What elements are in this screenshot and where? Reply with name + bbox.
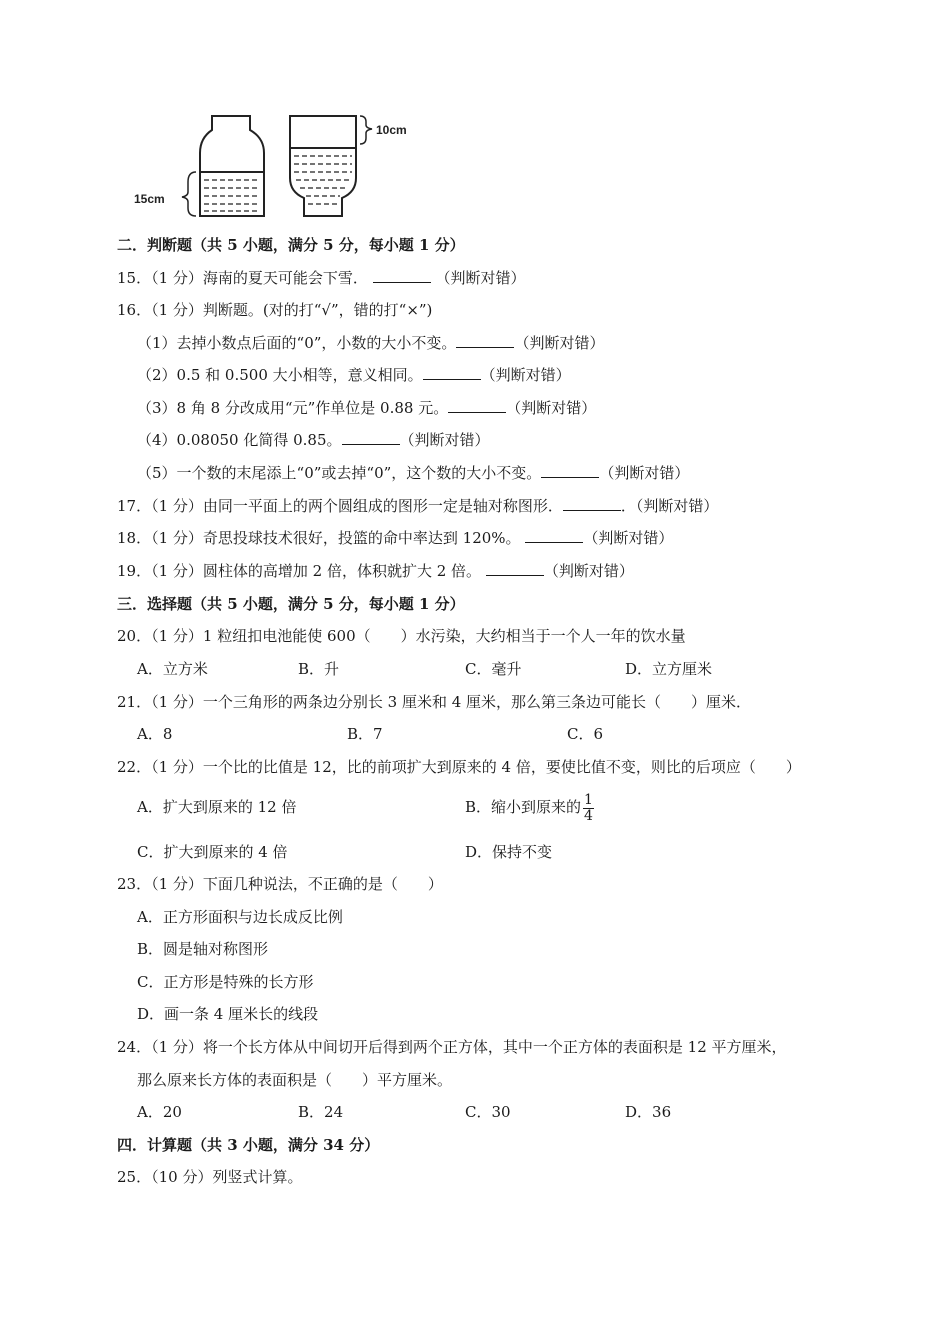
- q22-option-a[interactable]: A．扩大到原来的 12 倍: [137, 798, 297, 816]
- q20-option-d[interactable]: D．立方厘米: [625, 660, 713, 678]
- question-16-item: [137, 463, 689, 483]
- q20-option-b[interactable]: B．升: [298, 660, 340, 678]
- question-16-item: [137, 365, 571, 385]
- question-16-item-tail: （判断对错）: [399, 431, 490, 449]
- question-16-item-text: （2）0.5 和 0.500 大小相等，意义相同。: [137, 366, 423, 384]
- question-15-stem: 15．（1 分）海南的夏天可能会下雪．: [117, 269, 368, 287]
- q20-option-c[interactable]: C．毫升: [465, 660, 522, 678]
- question-15: [117, 268, 525, 288]
- question-16-item-text: （4）0.08050 化简得 0.85。: [137, 431, 342, 449]
- section-2-title: 二．判断题（共 5 小题，满分 5 分，每小题 1 分）: [117, 236, 465, 254]
- fraction-numerator: 1: [584, 791, 593, 808]
- answer-blank-16-2[interactable]: [423, 365, 481, 380]
- q22-option-b-text: B．缩小到原来的: [465, 798, 582, 816]
- question-16-item: [137, 398, 596, 418]
- section-4-title: 四．计算题（共 3 小题，满分 34 分）: [117, 1136, 380, 1154]
- question-25-stem: 25．（10 分）列竖式计算。: [117, 1168, 303, 1186]
- question-19-stem: 19．（1 分）圆柱体的高增加 2 倍，体积就扩大 2 倍。: [117, 562, 482, 580]
- answer-blank-16-5[interactable]: [541, 463, 599, 478]
- q20-option-a[interactable]: A．立方米: [137, 660, 208, 678]
- q23-option-d[interactable]: D．画一条 4 厘米长的线段: [137, 1005, 319, 1023]
- question-22-stem: 22．（1 分）一个比的比值是 12，比的前项扩大到原来的 4 倍，要使比值不变，则比的后项应（ ）: [117, 758, 801, 776]
- answer-blank-15[interactable]: [373, 268, 431, 283]
- question-24-stem: 24．（1 分）将一个长方体从中间切开后得到两个正方体，其中一个正方体的表面积是 12 平方厘米，: [117, 1038, 787, 1056]
- q24-option-c[interactable]: C．30: [465, 1103, 511, 1121]
- answer-blank-19[interactable]: [486, 561, 544, 576]
- question-16-stem: 16．（1 分）判断题。(对的打“√”，错的打“×”): [117, 301, 433, 319]
- answer-blank-16-3[interactable]: [448, 398, 506, 413]
- label-10cm: 10cm: [376, 123, 407, 137]
- q21-option-b[interactable]: B．7: [347, 725, 383, 743]
- brace-left: [182, 172, 196, 216]
- question-16-item: [137, 333, 604, 353]
- jar-left: [200, 116, 264, 216]
- question-16-item-text: （3）8 角 8 分改成用“元”作单位是 0.88 元。: [137, 399, 449, 417]
- question-16-item-tail: （判断对错）: [514, 334, 605, 352]
- question-16-item-text: （1）去掉小数点后面的“0”，小数的大小不变。: [137, 334, 457, 352]
- jar-right: [290, 116, 356, 216]
- question-16-item-text: （5）一个数的末尾添上“0”或去掉“0”，这个数的大小不变。: [137, 464, 542, 482]
- question-19: [117, 561, 634, 581]
- brace-right: [360, 116, 372, 144]
- q21-option-a[interactable]: A．8: [137, 725, 173, 743]
- question-17-stem: 17．（1 分）由同一平面上的两个圆组成的图形一定是轴对称图形．: [117, 497, 563, 515]
- answer-blank-18[interactable]: [525, 528, 583, 543]
- question-24-stem-line2: 那么原来长方体的表面积是（ ）平方厘米。: [137, 1071, 453, 1089]
- answer-blank-16-1[interactable]: [456, 333, 514, 348]
- containers-figure: [130, 108, 430, 223]
- q23-option-b[interactable]: B．圆是轴对称图形: [137, 940, 269, 958]
- q24-option-b[interactable]: B．24: [298, 1103, 344, 1121]
- question-20-stem: 20．（1 分）1 粒纽扣电池能使 600（ ）水污染，大约相当于一个人一年的饮水量: [117, 627, 686, 645]
- q21-option-c[interactable]: C．6: [567, 725, 604, 743]
- answer-blank-17[interactable]: [563, 496, 621, 511]
- question-18: [117, 528, 673, 548]
- question-15-tail: （判断对错）: [435, 269, 526, 287]
- question-16-item-tail: （判断对错）: [599, 464, 690, 482]
- q23-option-c[interactable]: C．正方形是特殊的长方形: [137, 973, 314, 991]
- question-19-tail: （判断对错）: [543, 562, 634, 580]
- question-21-stem: 21．（1 分）一个三角形的两条边分别长 3 厘米和 4 厘米，那么第三条边可能长（ ）厘米．: [117, 693, 752, 711]
- question-16-item: [137, 430, 490, 450]
- answer-blank-16-4[interactable]: [342, 430, 400, 445]
- question-17: [117, 496, 718, 516]
- q24-option-a[interactable]: A．20: [137, 1103, 182, 1121]
- q22-option-d[interactable]: D．保持不变: [465, 843, 553, 861]
- q22-option-c[interactable]: C．扩大到原来的 4 倍: [137, 843, 288, 861]
- q23-option-a[interactable]: A．正方形面积与边长成反比例: [137, 908, 343, 926]
- question-16-item-tail: （判断对错）: [506, 399, 597, 417]
- fraction-one-quarter: [583, 793, 594, 824]
- label-15cm: 15cm: [134, 192, 165, 206]
- q22-option-b[interactable]: [465, 790, 594, 824]
- question-17-tail: ．（判断对错）: [620, 497, 719, 515]
- q24-option-d[interactable]: D．36: [625, 1103, 672, 1121]
- question-23-stem: 23．（1 分）下面几种说法，不正确的是（ ）: [117, 875, 443, 893]
- section-3-title: 三．选择题（共 5 小题，满分 5 分，每小题 1 分）: [117, 595, 465, 613]
- question-18-stem: 18．（1 分）奇思投球技术很好，投篮的命中率达到 120%。: [117, 529, 521, 547]
- question-16-item-tail: （判断对错）: [480, 366, 571, 384]
- question-18-tail: （判断对错）: [583, 529, 674, 547]
- fraction-denominator: 4: [584, 807, 593, 824]
